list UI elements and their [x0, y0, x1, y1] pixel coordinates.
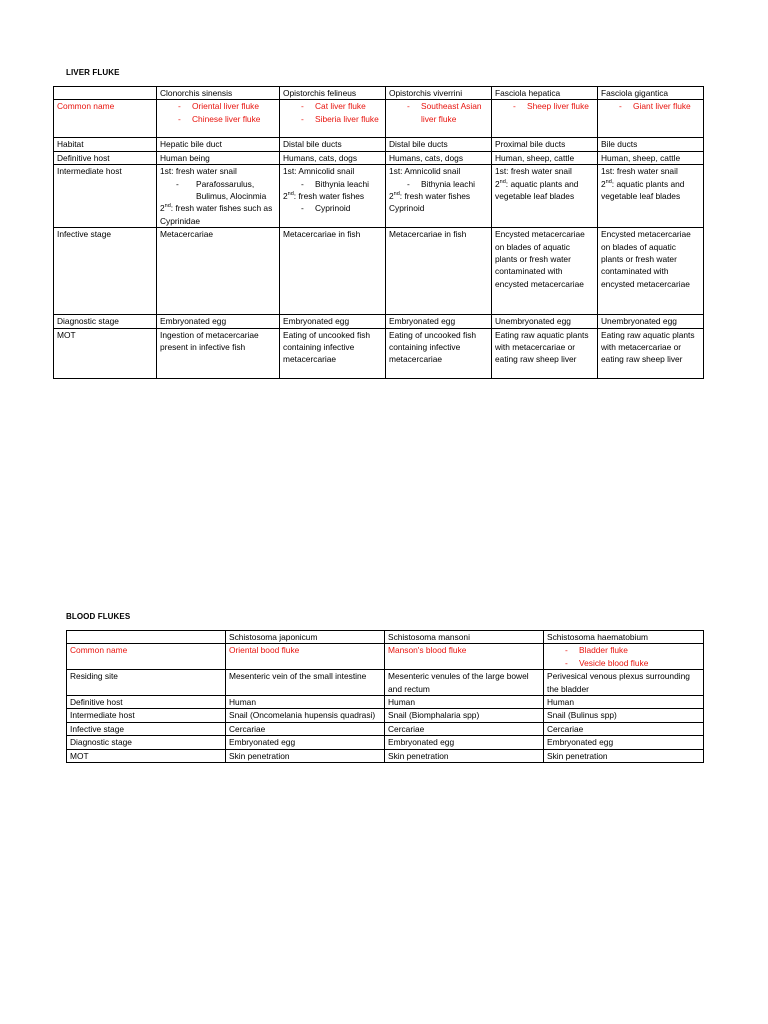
- cell-line: [495, 178, 594, 203]
- table-cell: Metacercariae in fish: [280, 228, 386, 315]
- table-cell: Human, sheep, cattle: [492, 151, 598, 164]
- list-item: - Bithynia leachi: [283, 178, 382, 190]
- table-cell: Embryonated egg: [385, 736, 544, 749]
- table-cell: Encysted metacercariae on blades of aquatic plants or fresh water contaminated with encysted metacercariae: [598, 228, 704, 315]
- table-cell: Skin penetration: [544, 749, 704, 762]
- table-cell: Mesenteric vein of the small intestine: [226, 670, 385, 696]
- ordinal-number: 2: [601, 178, 606, 189]
- table-row: [54, 100, 704, 138]
- table-header-row: [67, 631, 704, 644]
- cell-text: : fresh water fishes such as Cyprinidae: [160, 203, 273, 226]
- table-cell: Eating of uncooked fish containing infective metacercariae: [280, 328, 386, 378]
- header-cell: Schistosoma haematobium: [544, 631, 704, 644]
- list-item: - Southeast Asian liver fluke: [389, 100, 488, 125]
- table-cell: Metacercariae: [157, 228, 280, 315]
- list-item: - Siberia liver fluke: [283, 113, 382, 125]
- table-row: [67, 670, 704, 696]
- table-cell: Human, sheep, cattle: [598, 151, 704, 164]
- cell-line: 1st: Amnicolid snail: [389, 166, 461, 177]
- list-item: - Parafossarulus, Bulimus, Alocinmia: [160, 178, 276, 203]
- table-cell: Embryonated egg: [280, 315, 386, 328]
- row-label-common-name: Common name: [67, 644, 226, 670]
- table-header-row: [54, 87, 704, 100]
- table-cell: [280, 100, 386, 138]
- table-cell: Ingestion of metacercariae present in infective fish: [157, 328, 280, 378]
- table-cell: Embryonated egg: [544, 736, 704, 749]
- header-cell: Opistorchis felineus: [280, 87, 386, 100]
- cell-line: 1st: fresh water snail: [160, 166, 237, 177]
- table-row: [54, 315, 704, 328]
- table-cell: [386, 100, 492, 138]
- table-cell: Eating raw aquatic plants with metacercariae or eating raw sheep liver: [598, 328, 704, 378]
- table-cell: Human being: [157, 151, 280, 164]
- cell-text: : aquatic plants and vegetable leaf blades: [495, 178, 579, 202]
- table-row: [67, 696, 704, 709]
- table-cell: Encysted metacercariae on blades of aquatic plants or fresh water contaminated with encysted metacercariae: [492, 228, 598, 315]
- row-label-definitive-host: Definitive host: [54, 151, 157, 164]
- table-cell: Cercariae: [544, 722, 704, 735]
- header-cell: Fasciola gigantica: [598, 87, 704, 100]
- ordinal-suffix: nd: [605, 178, 612, 185]
- row-label-definitive-host: Definitive host: [67, 696, 226, 709]
- table-row: [54, 151, 704, 164]
- table-cell: [598, 100, 704, 138]
- ordinal-suffix: nd: [164, 203, 171, 210]
- row-label-diagnostic-stage: Diagnostic stage: [67, 736, 226, 749]
- table-row: [54, 138, 704, 151]
- table-cell: Cercariae: [226, 722, 385, 735]
- table-cell: Snail (Bulinus spp): [544, 709, 704, 722]
- table-cell: Skin penetration: [385, 749, 544, 762]
- table-cell: [492, 100, 598, 138]
- table-row: [67, 749, 704, 762]
- cell-line: 1st: fresh water snail: [495, 166, 572, 177]
- list-item: - Giant liver fluke: [601, 100, 700, 112]
- cell-line: [601, 178, 700, 203]
- row-label-intermediate-host: Intermediate host: [54, 165, 157, 228]
- row-label-habitat: Habitat: [54, 138, 157, 151]
- table-row: [54, 328, 704, 378]
- table-cell: Snail (Biomphalaria spp): [385, 709, 544, 722]
- table-row: [67, 709, 704, 722]
- header-cell: Clonorchis sinensis: [157, 87, 280, 100]
- table-row: [67, 722, 704, 735]
- row-label-mot: MOT: [67, 749, 226, 762]
- row-label-residing-site: Residing site: [67, 670, 226, 696]
- liver-fluke-table: [53, 86, 704, 379]
- list-item: - Cyprinoid: [283, 202, 382, 214]
- table-cell: Proximal bile ducts: [492, 138, 598, 151]
- ordinal-number: 2: [160, 203, 165, 214]
- table-cell: Embryonated egg: [386, 315, 492, 328]
- table-row: [54, 165, 704, 228]
- table-cell: Hepatic bile duct: [157, 138, 280, 151]
- table-cell: Eating raw aquatic plants with metacercariae or eating raw sheep liver: [492, 328, 598, 378]
- table-cell: Human: [226, 696, 385, 709]
- header-cell: Schistosoma mansoni: [385, 631, 544, 644]
- table-cell: Skin penetration: [226, 749, 385, 762]
- ordinal-number: 2: [495, 178, 500, 189]
- cell-line: [283, 190, 382, 202]
- table-cell: Human: [385, 696, 544, 709]
- table-cell: Embryonated egg: [226, 736, 385, 749]
- blood-flukes-table: [66, 630, 704, 763]
- ordinal-suffix: nd: [287, 191, 294, 198]
- blood-flukes-heading: BLOOD FLUKES: [66, 612, 131, 621]
- list-item: - Chinese liver fluke: [160, 113, 276, 125]
- table-cell: Humans, cats, dogs: [386, 151, 492, 164]
- table-cell: Cercariae: [385, 722, 544, 735]
- list-item: - Cat liver fluke: [283, 100, 382, 112]
- table-cell: [544, 644, 704, 670]
- table-cell: Snail (Oncomelania hupensis quadrasi): [226, 709, 385, 722]
- table-cell: Unembryonated egg: [598, 315, 704, 328]
- list-item: - Sheep liver fluke: [495, 100, 594, 112]
- row-label-mot: MOT: [54, 328, 157, 378]
- table-row: [67, 644, 704, 670]
- header-cell: Opistorchis viverrini: [386, 87, 492, 100]
- table-cell: [598, 165, 704, 228]
- table-cell: Oriental bood fluke: [226, 644, 385, 670]
- cell-line: [389, 190, 488, 202]
- cell-text: : fresh water fishes: [399, 191, 471, 202]
- table-cell: Distal bile ducts: [280, 138, 386, 151]
- table-cell: Humans, cats, dogs: [280, 151, 386, 164]
- list-item: - Bithynia leachi: [389, 178, 488, 190]
- table-cell: Bile ducts: [598, 138, 704, 151]
- header-cell: [67, 631, 226, 644]
- ordinal-number: 2: [283, 191, 288, 202]
- cell-text: : aquatic plants and vegetable leaf blades: [601, 178, 685, 202]
- table-cell: Distal bile ducts: [386, 138, 492, 151]
- ordinal-suffix: nd: [499, 178, 506, 185]
- table-cell: Mesenteric venules of the large bowel and rectum: [385, 670, 544, 696]
- table-row: [54, 228, 704, 315]
- row-label-infective-stage: Infective stage: [54, 228, 157, 315]
- list-item: - Oriental liver fluke: [160, 100, 276, 112]
- cell-line: Cyprinoid: [389, 203, 425, 214]
- cell-line: [160, 202, 276, 227]
- table-cell: Eating of uncooked fish containing infective metacercariae: [386, 328, 492, 378]
- table-cell: Manson's blood fluke: [385, 644, 544, 670]
- cell-text: : fresh water fishes: [293, 191, 365, 202]
- header-cell: Schistosoma japonicum: [226, 631, 385, 644]
- ordinal-number: 2: [389, 191, 394, 202]
- row-label-diagnostic-stage: Diagnostic stage: [54, 315, 157, 328]
- table-cell: Perivesical venous plexus surrounding the bladder: [544, 670, 704, 696]
- cell-line: 1st: fresh water snail: [601, 166, 678, 177]
- table-row: [67, 736, 704, 749]
- table-cell: [157, 100, 280, 138]
- row-label-infective-stage: Infective stage: [67, 722, 226, 735]
- header-cell: Fasciola hepatica: [492, 87, 598, 100]
- table-cell: [386, 165, 492, 228]
- list-item: - Bladder fluke: [547, 644, 700, 656]
- row-label-common-name: Common name: [54, 100, 157, 138]
- row-label-intermediate-host: Intermediate host: [67, 709, 226, 722]
- header-cell: [54, 87, 157, 100]
- cell-line: 1st: Amnicolid snail: [283, 166, 355, 177]
- list-item: - Vesicle blood fluke: [547, 657, 700, 669]
- liver-fluke-heading: LIVER FLUKE: [66, 68, 120, 77]
- table-cell: Human: [544, 696, 704, 709]
- table-cell: Metacercariae in fish: [386, 228, 492, 315]
- table-cell: Unembryonated egg: [492, 315, 598, 328]
- table-cell: [280, 165, 386, 228]
- table-cell: [157, 165, 280, 228]
- ordinal-suffix: nd: [393, 191, 400, 198]
- table-cell: Embryonated egg: [157, 315, 280, 328]
- table-cell: [492, 165, 598, 228]
